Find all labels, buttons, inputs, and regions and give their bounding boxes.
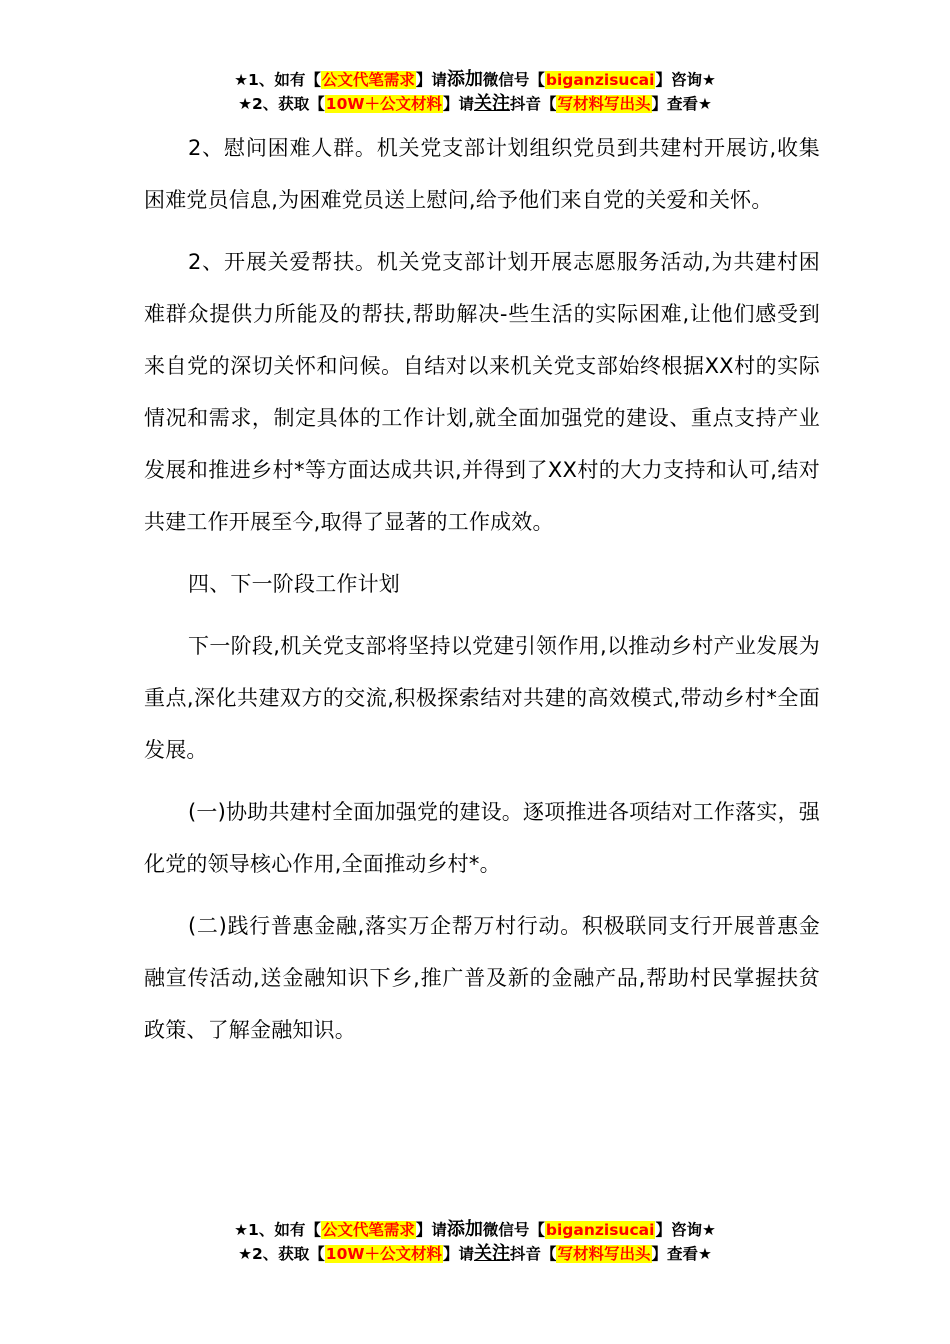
header-banner-line-2 [0,92,950,116]
banner-highlight: 10W＋公文材料 [325,95,442,113]
banner-text: ★2、获取【 [238,1245,325,1263]
banner-text: 】咨询★ [655,1221,716,1239]
banner-wechat-id: biganzisucai [545,1221,655,1239]
banner-text: ★2、获取【 [238,95,325,113]
banner-underline: 关注 [473,93,510,114]
banner-douyin-name: 写材料写出头 [557,95,651,113]
paragraph: 下一阶段,机关党支部将坚持以党建引领作用,以推动乡村产业发展为重点,深化共建双方的交流,积极探索结对共建的高效模式,带动乡村*全面发展。 [144,634,820,762]
banner-text: 】咨询★ [655,71,716,89]
banner-text: 抖音【 [509,95,557,113]
footer-banner-line-1 [0,1218,950,1242]
footer-banner [0,1218,950,1266]
banner-underline: 关注 [473,1243,510,1264]
banner-text: 微信号【 [482,1221,545,1239]
banner-text: 】请 [415,1221,447,1239]
header-banner [0,68,950,116]
banner-text: 抖音【 [509,1245,557,1263]
document-body [144,122,820,1066]
banner-text: 】查看★ [651,95,712,113]
header-banner-line-1 [0,68,950,92]
banner-text: 】请 [442,95,474,113]
paragraph: 2、慰问困难人群。机关党支部计划组织党员到共建村开展访,收集困难党员信息,为困难党员送上慰问,给予他们来自党的关爱和关怀。 [144,136,820,212]
banner-highlight: 公文代笔需求 [321,71,415,89]
banner-highlight: 公文代笔需求 [321,1221,415,1239]
footer-banner-line-2 [0,1242,950,1266]
section-heading: 四、下一阶段工作计划 [188,572,400,596]
paragraph: 2、开展关爱帮扶。机关党支部计划开展志愿服务活动,为共建村困难群众提供力所能及的帮扶,帮助解决-些生活的实际困难,让他们感受到来自党的深切关怀和问候。自结对以来机关党支部始终根据XX村的实际情况和需求，制定具体的工作计划,就全面加强党的建设、重点支持产业发展和推进乡村*等方面达成共识,并得到了XX村的大力支持和认可,结对共建工作开展至今,取得了显著的工作成效。 [144,250,820,534]
paragraph: (二)践行普惠金融,落实万企帮万村行动。积极联同支行开展普惠金融宣传活动,送金融知识下乡,推广普及新的金融产品,帮助村民掌握扶贫政策、了解金融知识。 [144,914,820,1042]
paragraph: (一)协助共建村全面加强党的建设。逐项推进各项结对工作落实，强化党的领导核心作用,全面推动乡村*。 [144,800,820,876]
banner-emphasis: 添加 [446,69,483,90]
banner-highlight: 10W＋公文材料 [325,1245,442,1263]
banner-emphasis: 添加 [446,1219,483,1240]
banner-text: 】请 [415,71,447,89]
banner-text: 微信号【 [482,71,545,89]
banner-text: ★1、如有【 [234,71,321,89]
banner-wechat-id: biganzisucai [545,71,655,89]
banner-text: ★1、如有【 [234,1221,321,1239]
banner-text: 】查看★ [651,1245,712,1263]
banner-douyin-name: 写材料写出头 [557,1245,651,1263]
banner-text: 】请 [442,1245,474,1263]
